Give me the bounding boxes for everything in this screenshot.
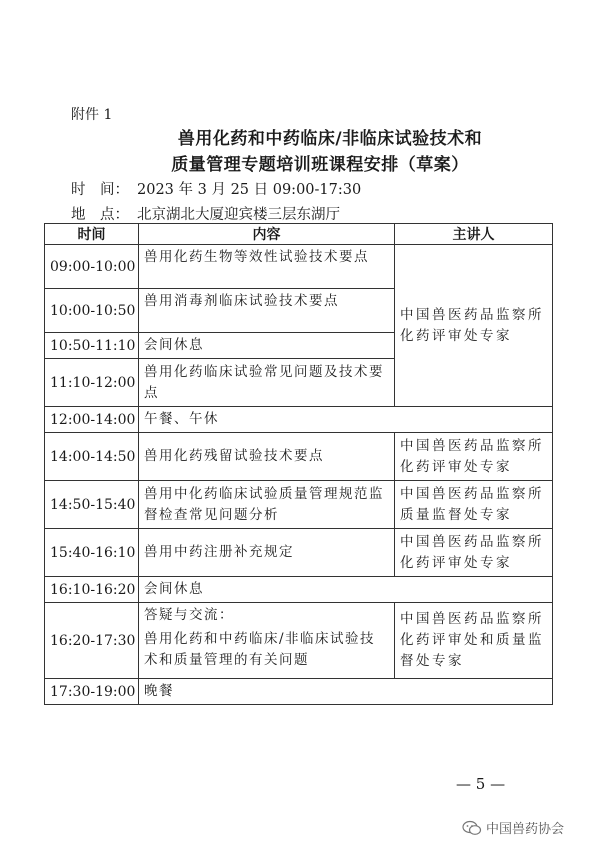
time-label: 时 间： — [71, 182, 129, 198]
row-time: 14:50-15:40 — [45, 481, 139, 529]
table-row — [45, 481, 553, 529]
row-content: 兽用中化药临床试验质量管理规范监督检查常见问题分析 — [139, 481, 395, 529]
table-row — [45, 245, 553, 289]
table-row — [45, 679, 553, 705]
location-line — [71, 203, 340, 224]
page-number: — 5 — — [456, 775, 506, 793]
attachment-label: 附件 1 — [71, 107, 113, 123]
row-content: 答疑与交流： 兽用化药和中药临床/非临床试验技术和质量管理的有关问题 — [139, 603, 395, 679]
table-row — [45, 529, 553, 577]
row-time: 16:20-17:30 — [45, 603, 139, 679]
row-time: 16:10-16:20 — [45, 577, 139, 603]
location-label: 地 点： — [71, 207, 129, 223]
table-row — [45, 603, 553, 679]
row-speaker: 中国兽医药品监察所化药评审处和质量监督处专家 — [395, 603, 553, 679]
document-title-line-1: 兽用化药和中药临床/非临床试验技术和 — [177, 129, 483, 149]
row-content: 兽用化药临床试验常见问题及技术要点 — [139, 359, 395, 407]
row-content: 会间休息 — [139, 577, 553, 603]
watermark — [462, 818, 564, 837]
header-speaker: 主讲人 — [395, 224, 553, 245]
time-line — [71, 178, 361, 199]
row-time: 12:00-14:00 — [45, 407, 139, 433]
schedule-table — [44, 223, 553, 705]
row-content: 兽用化药残留试验技术要点 — [139, 433, 395, 481]
row-time: 17:30-19:00 — [45, 679, 139, 705]
document-title-line-2: 质量管理专题培训班课程安排（草案） — [171, 155, 469, 175]
row-content: 午餐、午休 — [139, 407, 553, 433]
row-content: 兽用消毒剂临床试验技术要点 — [139, 289, 395, 333]
row-speaker: 中国兽医药品监察所质量监督处专家 — [395, 481, 553, 529]
watermark-text: 中国兽药协会 — [486, 822, 565, 837]
location-value: 北京湖北大厦迎宾楼三层东湖厅 — [137, 207, 340, 223]
row-time: 11:10-12:00 — [45, 359, 139, 407]
time-value: 2023 年 3 月 25 日 09:00-17:30 — [137, 182, 362, 198]
row-speaker-merged: 中国兽医药品监察所化药评审处专家 — [395, 245, 553, 407]
row-time: 10:00-10:50 — [45, 289, 139, 333]
row-time: 09:00-10:00 — [45, 245, 139, 289]
row-time: 15:40-16:10 — [45, 529, 139, 577]
row-time: 10:50-11:10 — [45, 333, 139, 359]
header-time: 时间 — [45, 224, 139, 245]
wechat-icon — [462, 820, 482, 836]
row-content: 兽用中药注册补充规定 — [139, 529, 395, 577]
row-speaker: 中国兽医药品监察所化药评审处专家 — [395, 529, 553, 577]
table-row — [45, 407, 553, 433]
row-content: 会间休息 — [139, 333, 395, 359]
row-speaker: 中国兽医药品监察所化药评审处专家 — [395, 433, 553, 481]
table-header-row — [45, 224, 553, 245]
row-time: 14:00-14:50 — [45, 433, 139, 481]
header-content: 内容 — [139, 224, 395, 245]
row-content: 兽用化药生物等效性试验技术要点 — [139, 245, 395, 289]
table-row — [45, 577, 553, 603]
row-content: 晚餐 — [139, 679, 553, 705]
table-row — [45, 433, 553, 481]
